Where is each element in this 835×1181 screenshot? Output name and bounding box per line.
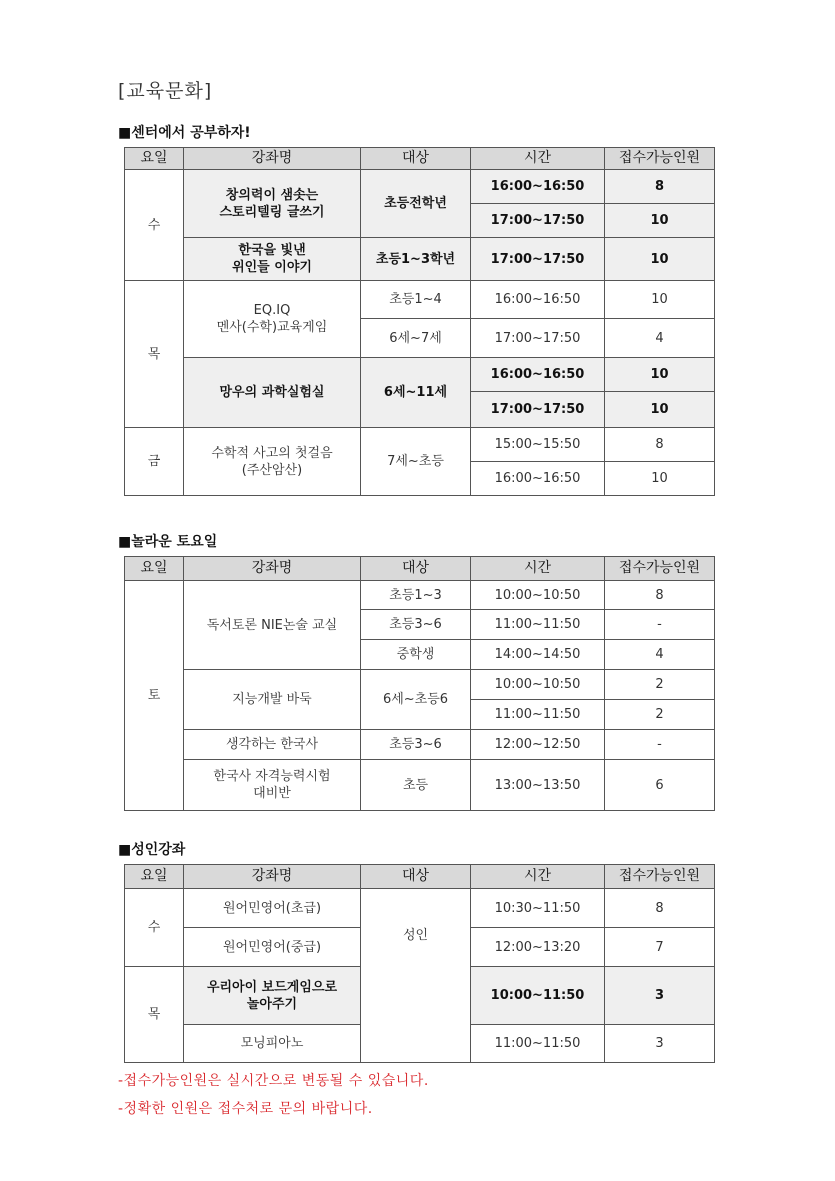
time-cell: 11:00~11:50 bbox=[471, 1025, 605, 1063]
capacity-cell: 4 bbox=[605, 319, 715, 358]
header-capacity: 접수가능인원 bbox=[605, 865, 715, 889]
time-cell: 16:00~16:50 bbox=[471, 281, 605, 319]
time-cell: 12:00~12:50 bbox=[471, 730, 605, 760]
header-target: 대상 bbox=[361, 148, 471, 170]
capacity-cell: 8 bbox=[605, 581, 715, 610]
capacity-cell: 10 bbox=[605, 392, 715, 428]
header-time: 시간 bbox=[471, 148, 605, 170]
day-cell: 금 bbox=[125, 428, 184, 496]
capacity-cell: 4 bbox=[605, 640, 715, 670]
day-cell: 목 bbox=[125, 281, 184, 428]
capacity-cell: 10 bbox=[605, 238, 715, 281]
course-name: 원어민영어(초급) bbox=[184, 889, 361, 928]
course-name: 생각하는 한국사 bbox=[184, 730, 361, 760]
target-cell: 초등3~6 bbox=[361, 730, 471, 760]
note-contact: -정확한 인원은 접수처로 문의 바랍니다. bbox=[118, 1101, 373, 1117]
header-target: 대상 bbox=[361, 557, 471, 581]
target-cell: 중학생 bbox=[361, 640, 471, 670]
header-capacity: 접수가능인원 bbox=[605, 148, 715, 170]
course-line: EQ.IQ 멘사(수학)교육게임 bbox=[216, 303, 328, 335]
capacity-cell: 10 bbox=[605, 462, 715, 496]
day-cell: 목 bbox=[125, 967, 184, 1063]
target-cell: 6세~7세 bbox=[361, 319, 471, 358]
day-cell: 토 bbox=[125, 581, 184, 811]
target-cell: 초등 bbox=[361, 760, 471, 811]
course-name bbox=[184, 238, 361, 281]
target-cell: 6세~11세 bbox=[361, 358, 471, 428]
course-name bbox=[184, 428, 361, 496]
capacity-cell: 10 bbox=[605, 358, 715, 392]
target-text: 성인 bbox=[402, 928, 429, 943]
time-cell: 10:00~10:50 bbox=[471, 670, 605, 700]
course-name: 독서토론 NIE논술 교실 bbox=[184, 581, 361, 670]
time-cell: 17:00~17:50 bbox=[471, 319, 605, 358]
time-cell: 11:00~11:50 bbox=[471, 610, 605, 640]
header-day: 요일 bbox=[125, 865, 184, 889]
time-cell: 16:00~16:50 bbox=[471, 358, 605, 392]
time-cell: 16:00~16:50 bbox=[471, 462, 605, 496]
course-name bbox=[184, 760, 361, 811]
table-row bbox=[125, 358, 715, 392]
capacity-cell: 8 bbox=[605, 428, 715, 462]
target-cell: 초등1~4 bbox=[361, 281, 471, 319]
table-row bbox=[125, 730, 715, 760]
capacity-cell: 3 bbox=[605, 967, 715, 1025]
section-title-center-study: ■센터에서 공부하자! bbox=[118, 125, 251, 141]
table-row bbox=[125, 238, 715, 281]
page-title: [교육문화] bbox=[118, 80, 213, 102]
course-name bbox=[184, 170, 361, 238]
course-name: 모닝피아노 bbox=[184, 1025, 361, 1063]
time-cell: 17:00~17:50 bbox=[471, 238, 605, 281]
header-day: 요일 bbox=[125, 148, 184, 170]
header-time: 시간 bbox=[471, 557, 605, 581]
target-cell: 초등1~3 bbox=[361, 581, 471, 610]
table-row bbox=[125, 889, 715, 928]
center-study-table bbox=[124, 147, 715, 496]
course-name bbox=[184, 281, 361, 358]
course-name: 지능개발 바둑 bbox=[184, 670, 361, 730]
adult-table bbox=[124, 864, 715, 1063]
table-row bbox=[125, 670, 715, 700]
time-cell: 17:00~17:50 bbox=[471, 204, 605, 238]
capacity-cell: 2 bbox=[605, 670, 715, 700]
table-row bbox=[125, 170, 715, 204]
time-cell: 10:00~11:50 bbox=[471, 967, 605, 1025]
target-cell: 7세~초등 bbox=[361, 428, 471, 496]
capacity-cell: 6 bbox=[605, 760, 715, 811]
time-cell: 12:00~13:20 bbox=[471, 928, 605, 967]
header-course: 강좌명 bbox=[184, 557, 361, 581]
course-line: 우리아이 보드게임으로 놀아주기 bbox=[206, 979, 338, 1012]
saturday-table bbox=[124, 556, 715, 811]
time-cell: 11:00~11:50 bbox=[471, 700, 605, 730]
course-line: 한국사 자격능력시험 대비반 bbox=[213, 769, 331, 801]
header-capacity: 접수가능인원 bbox=[605, 557, 715, 581]
target-cell: 초등전학년 bbox=[361, 170, 471, 238]
day-cell: 수 bbox=[125, 889, 184, 967]
capacity-cell: 8 bbox=[605, 170, 715, 204]
header-target: 대상 bbox=[361, 865, 471, 889]
course-name: 원어민영어(중급) bbox=[184, 928, 361, 967]
section-title-saturday: ■놀라운 토요일 bbox=[118, 534, 218, 550]
course-line: 수학적 사고의 첫걸음 (주산암산) bbox=[211, 445, 333, 478]
time-cell: 17:00~17:50 bbox=[471, 392, 605, 428]
course-name: 망우의 과학실험실 bbox=[184, 358, 361, 428]
capacity-cell: 2 bbox=[605, 700, 715, 730]
target-cell bbox=[361, 889, 471, 1063]
capacity-cell: - bbox=[605, 730, 715, 760]
table-row bbox=[125, 760, 715, 811]
target-cell: 초등1~3학년 bbox=[361, 238, 471, 281]
day-cell: 수 bbox=[125, 170, 184, 281]
time-cell: 16:00~16:50 bbox=[471, 170, 605, 204]
capacity-cell: - bbox=[605, 610, 715, 640]
time-cell: 13:00~13:50 bbox=[471, 760, 605, 811]
section-title-adult: ■성인강좌 bbox=[118, 842, 186, 858]
capacity-cell: 10 bbox=[605, 204, 715, 238]
time-cell: 15:00~15:50 bbox=[471, 428, 605, 462]
table-row bbox=[125, 581, 715, 610]
table-row bbox=[125, 281, 715, 319]
note-capacity-change: -접수가능인원은 실시간으로 변동될 수 있습니다. bbox=[118, 1073, 429, 1089]
capacity-cell: 7 bbox=[605, 928, 715, 967]
header-time: 시간 bbox=[471, 865, 605, 889]
capacity-cell: 10 bbox=[605, 281, 715, 319]
header-course: 강좌명 bbox=[184, 865, 361, 889]
time-cell: 10:30~11:50 bbox=[471, 889, 605, 928]
capacity-cell: 3 bbox=[605, 1025, 715, 1063]
time-cell: 14:00~14:50 bbox=[471, 640, 605, 670]
course-line: 창의력이 샘솟는 스토리텔링 글쓰기 bbox=[219, 187, 325, 220]
course-name bbox=[184, 967, 361, 1025]
target-cell: 초등3~6 bbox=[361, 610, 471, 640]
header-day: 요일 bbox=[125, 557, 184, 581]
course-line: 한국을 빛낸 위인들 이야기 bbox=[232, 243, 312, 275]
target-cell: 6세~초등6 bbox=[361, 670, 471, 730]
capacity-cell: 8 bbox=[605, 889, 715, 928]
header-course: 강좌명 bbox=[184, 148, 361, 170]
table-row bbox=[125, 428, 715, 462]
time-cell: 10:00~10:50 bbox=[471, 581, 605, 610]
